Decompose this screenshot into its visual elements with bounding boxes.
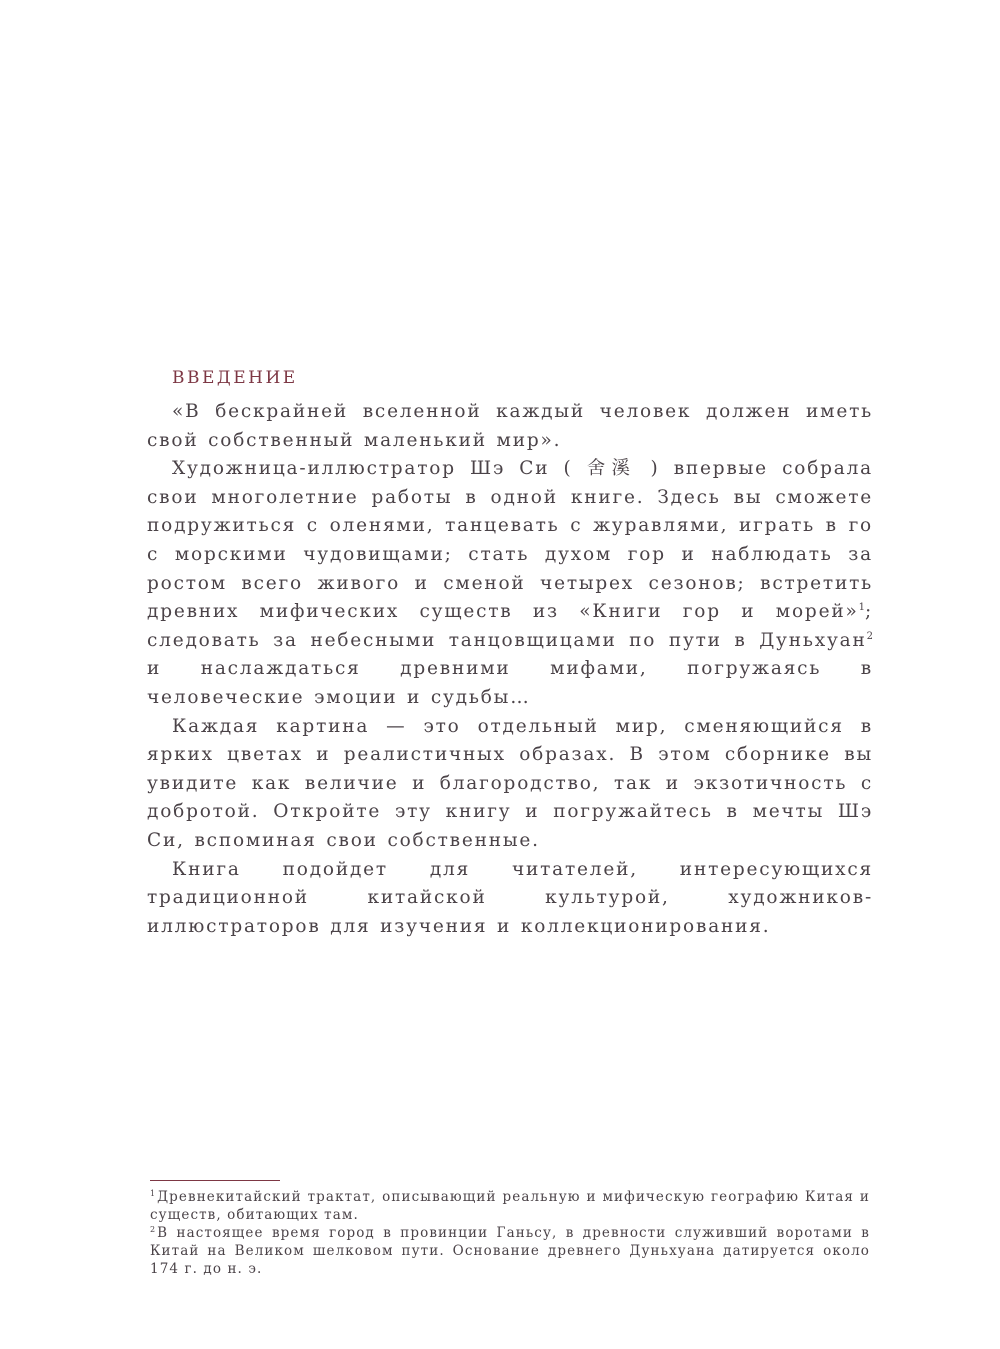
footnote-mark: 1 [150,1188,156,1198]
footnote-text: В настоящее время город в провинции Ганьсу, в древности служивший воротами в Китай на Великом шелковом пути. Основание древнего Дуньхуана датируется около 174 г. до н. э. [150,1225,870,1277]
footnote-1 [150,1188,870,1224]
paragraph-text-part: и наслаждаться древними мифами, погружаясь в человеческие эмоции и судьбы… [147,658,873,708]
paragraph-text-part: Художница-иллюстратор Шэ Си ( 舍溪 ) впервые собрала свои многолетние работы в одной книге. Здесь вы сможете подружиться с оленями, танцевать с журавлями, играть в го с морскими чудовищами; стать духом гор и наблюдать за ростом всего живого и сменой четырех сезонов; встретить древних мифических существ из «Книги гор и морей» [147,458,873,623]
footnote-divider [150,1180,280,1181]
footnote-reference-2[interactable]: 2 [866,630,873,642]
paragraph-text-part: ; следовать за небесными танцовщицами по пути в Дуньхуан [147,601,873,651]
section-heading: ВВЕДЕНИЕ [172,368,298,388]
paragraph-artist-intro [147,455,873,712]
footnote-mark: 2 [150,1224,156,1234]
footnote-text: Древнекитайский трактат, описывающий реальную и мифическую географию Китая и существ, обитающих там. [150,1189,870,1223]
footnote-reference-1[interactable]: 1 [858,602,865,613]
footnotes [150,1188,870,1278]
footnote-2 [150,1224,870,1278]
paragraph-each-picture: Каждая картина — это отдельный мир, сменяющийся в ярких цветах и реалистичных образах. В этом сборнике вы увидите как величие и благородство, так и экзотичность с добротой. Откройте эту книгу и погружайтесь в мечты Шэ Си, вспоминая свои собственные. [147,715,873,851]
body-text [147,398,873,941]
paragraph-quote: «В бескрайней вселенной каждый человек должен иметь свой собственный маленький мир». [147,401,873,451]
paragraph-audience: Книга подойдет для читателей, интересующихся традиционной китайской культурой, художников-иллюстраторов для изучения и коллекционирования. [147,858,873,937]
